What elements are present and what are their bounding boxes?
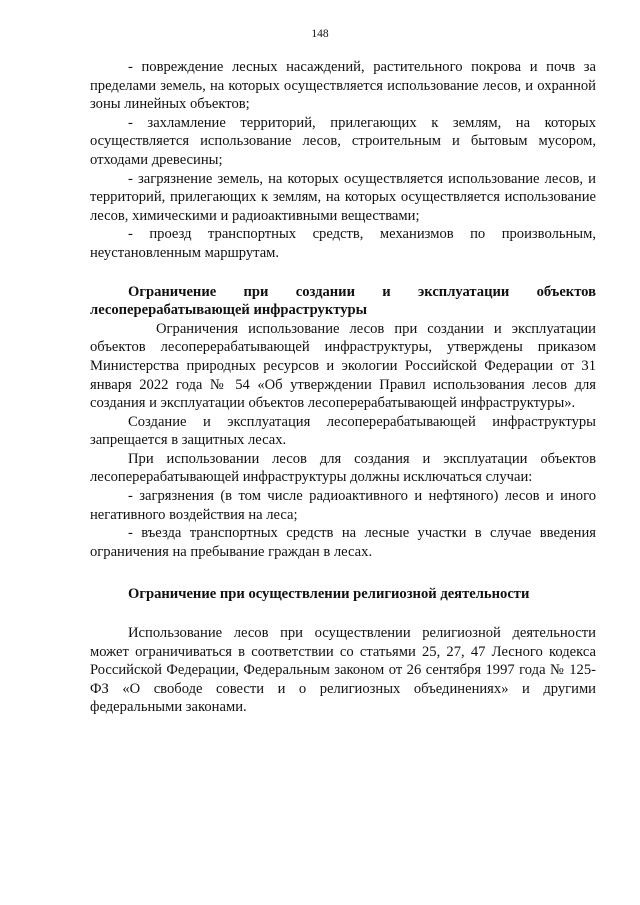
page-body	[90, 58, 596, 717]
list-item: - въезда транспортных средств на лесные участки в случае введения ограничения на пребывание граждан в лесах.	[90, 525, 596, 560]
paragraph: Ограничения использование лесов при создании и эксплуатации объектов лесоперерабатывающей инфраструктуры, утверждены приказом Министерства природных ресурсов и экологии Российской Федерации от 31 января 2022 года № 54 «Об утверждении Правил использования лесов для создания и эксплуатации объектов лесоперерабатывающей инфраструктуры».	[90, 320, 596, 412]
paragraph: При использовании лесов для создания и эксплуатации объектов лесоперерабатывающей инфраструктуры должны исключаться случаи:	[90, 450, 596, 486]
list-item: - проезд транспортных средств, механизмов по произвольным, неустановленным маршрутам.	[90, 226, 596, 261]
section-heading-religious: Ограничение при осуществлении религиозной деятельности	[128, 586, 530, 603]
list-item: - загрязнения (в том числе радиоактивного и нефтяного) лесов и иного негативного воздействия на леса;	[90, 488, 596, 523]
paragraph: Создание и эксплуатация лесоперерабатывающей инфраструктуры запрещается в защитных лесах.	[90, 413, 596, 449]
section-heading-infrastructure: Ограничение при создании и эксплуатации объектов лесоперерабатывающей инфраструктуры	[90, 283, 596, 319]
page-number: 148	[311, 28, 329, 40]
list-item: - загрязнение земель, на которых осуществляется использование лесов, и территорий, прилегающих к землям, на которых осуществляется использование лесов, химическими и радиоактивными веществами;	[90, 170, 596, 224]
list-item: - захламление территорий, прилегающих к землям, на которых осуществляется использование лесов, строительным и бытовым мусором, отходами древесины;	[90, 114, 596, 168]
paragraph: Использование лесов при осуществлении религиозной деятельности может ограничиваться в соответствии со статьями 25, 27, 47 Лесного кодекса Российской Федерации, Федеральным законом от 26 сентября 1997 года № 125-ФЗ «О свободе совести и о религиозных объединениях» и другими федеральными законами.	[90, 625, 596, 716]
list-item: - повреждение лесных насаждений, растительного покрова и почв за пределами земель, на которых осуществляется использование лесов, и охранной зоны линейных объектов;	[90, 59, 596, 113]
